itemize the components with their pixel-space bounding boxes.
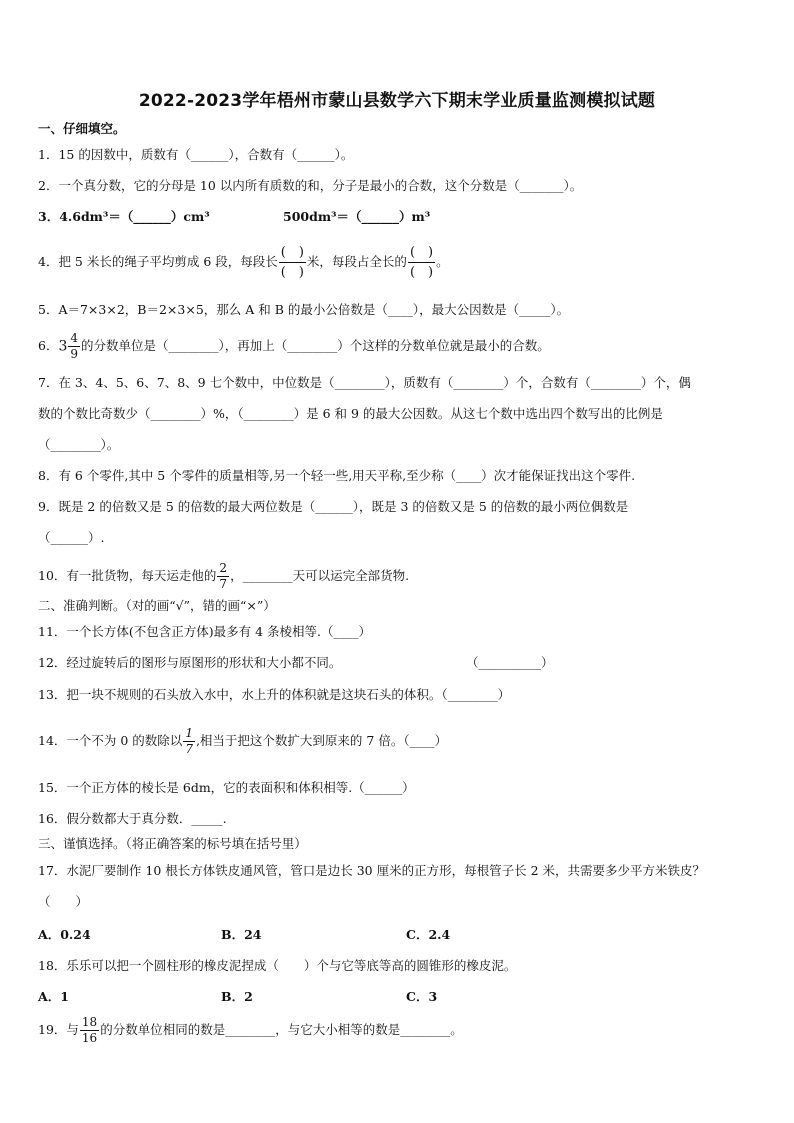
question-8: 8．有 6 个零件,其中 5 个零件的质量相等,另一个轻一些,用天平称,至少称（____）次才能保证找出这个零件. — [38, 468, 636, 483]
question-17-option-a[interactable]: A．0.24 — [38, 927, 91, 942]
section-2-heading: 二、准确判断。（对的画“√”，错的画“×”） — [38, 598, 276, 613]
question-17: 17．水泥厂要制作 10 根长方体铁皮通风管，管口是边长 30 厘米的正方形，每根管子长 2 米，共需要多少平方米铁皮？ — [38, 863, 706, 878]
question-10-fraction — [217, 562, 229, 591]
question-7-line-1: 7．在 3、4、5、6、7、8、9 七个数中，中位数是（________），质数有（________）个，合数有（________）个，偶 — [38, 375, 691, 390]
question-10 — [38, 562, 409, 591]
question-18-option-a[interactable]: A．1 — [38, 989, 69, 1004]
fraction-denominator: 7 — [185, 742, 193, 756]
question-13: 13．把一块不规则的石头放入水中，水上升的体积就是这块石头的体积。（________） — [38, 687, 511, 702]
fraction-denominator-blank: ( ) — [409, 265, 434, 280]
fraction-denominator: 16 — [81, 1031, 98, 1045]
question-4-text-end: 。 — [436, 254, 449, 269]
question-15: 15．一个正方体的棱长是 6dm，它的表面积和体积相等.（______） — [38, 780, 415, 795]
question-12: 12．经过旋转后的图形与原图形的形状和大小都不同。 — [38, 655, 342, 670]
page-title: 2022-2023学年梧州市蒙山县数学六下期末学业质量监测模拟试题 — [138, 91, 656, 111]
question-17-option-c[interactable]: C．2.4 — [406, 927, 451, 942]
section-1-heading: 一、仔细填空。 — [38, 121, 126, 136]
question-14-fraction — [183, 727, 195, 756]
section-3-heading: 三、谨慎选择。（将正确答案的标号填在括号里） — [38, 836, 307, 851]
question-1: 1．15 的因数中，质数有（______），合数有（______）。 — [38, 147, 354, 162]
mixed-number-whole: 3 — [58, 338, 68, 355]
question-18-option-b[interactable]: B．2 — [221, 989, 253, 1004]
mixed-number-fraction — [68, 332, 80, 361]
question-7-line-3: （________）。 — [38, 437, 120, 452]
question-17-answer-blank: （ ） — [38, 894, 89, 909]
question-16: 16．假分数都大于真分数．_____. — [38, 811, 227, 826]
question-4 — [38, 244, 449, 281]
question-2: 2．一个真分数，它的分母是 10 以内所有质数的和，分子是最小的合数，这个分数是（_______）。 — [38, 178, 583, 193]
fraction-denominator: 9 — [70, 347, 79, 361]
question-4-fraction-blank-1 — [279, 244, 306, 281]
question-4-text-mid: 米，每段占全长的 — [306, 254, 407, 269]
question-6 — [38, 332, 550, 361]
fraction-numerator: 2 — [219, 561, 228, 575]
question-10-text-post: ，________天可以运完全部货物. — [230, 568, 410, 583]
question-19 — [38, 1016, 463, 1045]
question-19-text-pre: 19．与 — [38, 1022, 79, 1037]
fraction-numerator: 1 — [185, 726, 193, 740]
question-6-text: 的分数单位是（________），再加上（________）个这样的分数单位就是最小的合数。 — [81, 338, 550, 353]
fraction-denominator-blank: ( ) — [280, 265, 304, 280]
question-5: 5．A＝7×3×2，B＝2×3×5，那么 A 和 B 的最小公倍数是（____），最大公因数是（_____）。 — [38, 302, 570, 317]
question-14 — [38, 727, 447, 756]
question-19-text-post: 的分数单位相同的数是________，与它大小相等的数是________。 — [100, 1022, 463, 1037]
question-4-fraction-blank-2 — [408, 244, 435, 281]
question-4-text-pre: 4．把 5 米长的绳子平均剪成 6 段，每段长 — [38, 254, 278, 269]
question-12-answer-blank: （__________） — [466, 655, 554, 670]
question-3-part-a: 3．4.6dm³＝（______）cm³ — [38, 209, 210, 224]
question-14-text-pre: 14．一个不为 0 的数除以 — [38, 733, 183, 748]
question-6-number: 6． — [38, 338, 59, 353]
question-3-part-b: 500dm³＝（______）m³ — [283, 209, 431, 224]
question-18: 18．乐乐可以把一个圆柱形的橡皮泥捏成（ ）个与它等底等高的圆锥形的橡皮泥。 — [38, 958, 517, 973]
question-10-text-pre: 10．有一批货物，每天运走他的 — [38, 568, 217, 583]
question-9-line-1: 9．既是 2 的倍数又是 5 的倍数的最大两位数是（______），既是 3 的倍数又是 5 的倍数的最小两位偶数是 — [38, 499, 629, 514]
question-9-line-2: （______）. — [38, 530, 105, 545]
fraction-numerator-blank: ( ) — [408, 244, 435, 263]
question-19-fraction — [80, 1016, 99, 1045]
question-17-option-b[interactable]: B．24 — [221, 927, 262, 942]
fraction-numerator: 18 — [81, 1015, 98, 1029]
question-7-line-2: 数的个数比奇数少（________）%，（________）是 6 和 9 的最大公因数。从这七个数中选出四个数写出的比例是 — [38, 406, 663, 421]
question-14-text-post: ,相当于把这个数扩大到原来的 7 倍。（____） — [195, 733, 448, 748]
fraction-numerator-blank: ( ) — [279, 244, 306, 263]
question-11: 11．一个长方体(不包含正方体)最多有 4 条棱相等.（____） — [38, 624, 372, 639]
fraction-denominator: 7 — [219, 577, 228, 591]
fraction-numerator: 4 — [70, 331, 79, 345]
question-18-option-c[interactable]: C．3 — [406, 989, 438, 1004]
